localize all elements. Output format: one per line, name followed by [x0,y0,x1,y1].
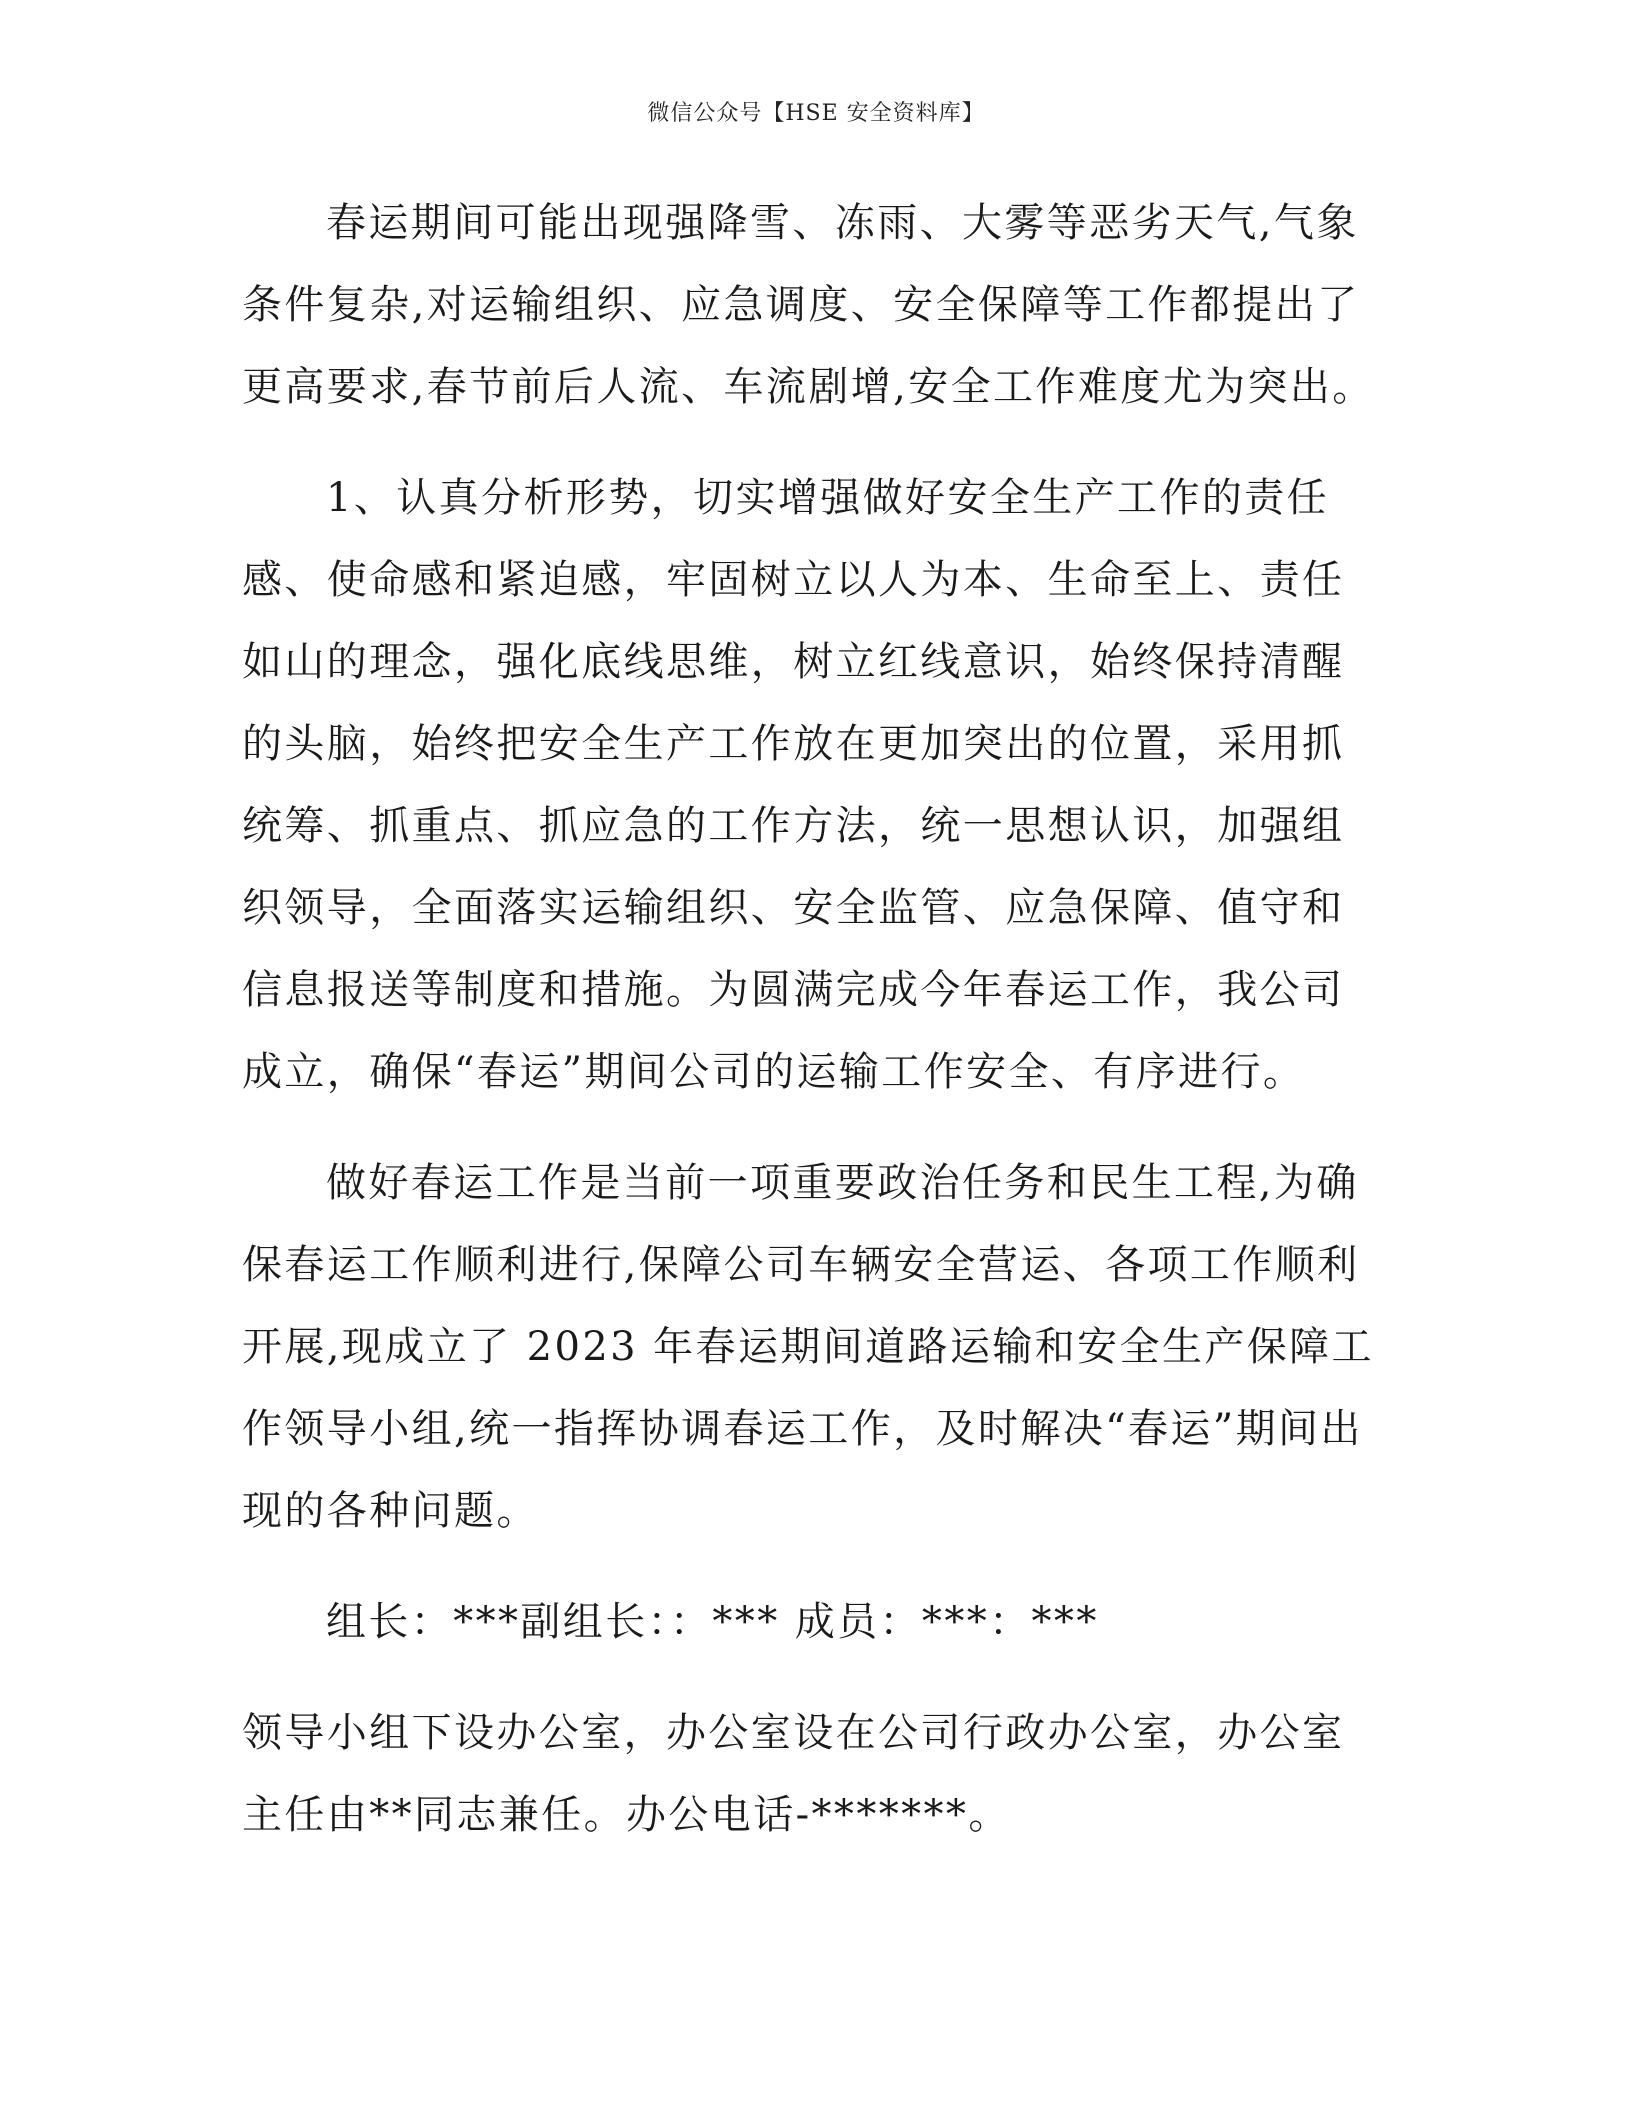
paragraph-leading-group: 做好春运工作是当前一项重要政治任务和民生工程,为确保春运工作顺利进行,保障公司车辆安全营运、各项工作顺利开展,现成立了 2023 年春运期间道路运输和安全生产保障工作领导小组,统一指挥协调春运工作，及时解决“春运”期间出现的各种问题。 [242,1160,1374,1534]
paragraph-office-info: 领导小组下设办公室，办公室设在公司行政办公室，办公室主任由**同志兼任。办公电话-*******。 [242,1710,1345,1838]
paragraph-group-members: 组长：***副组长：：*** 成员：***：*** [326,1599,1099,1645]
page-header: 微信公众号【HSE 安全资料库】 [647,101,985,126]
paragraph-weather-conditions: 春运期间可能出现强降雪、冻雨、大雾等恶劣天气,气象条件复杂,对运输组织、应急调度、安全保障等工作都提出了更高要求,春节前后人流、车流剧增,安全工作难度尤为突出。 [242,200,1375,410]
document-body [242,182,1382,1885]
paragraph-safety-responsibility: 1、认真分析形势，切实增强做好安全生产工作的责任感、使命感和紧迫感，牢固树立以人为本、生命至上、责任如山的理念，强化底线思维，树立红线意识，始终保持清醒的头脑，始终把安全生产工作放在更加突出的位置，采用抓统筹、抓重点、抓应急的工作方法，统一思想认识，加强组织领导，全面落实运输组织、安全监管、应急保障、值守和信息报送等制度和措施。为圆满完成今年春运工作，我公司成立，确保“春运”期间公司的运输工作安全、有序进行。 [242,475,1345,1095]
